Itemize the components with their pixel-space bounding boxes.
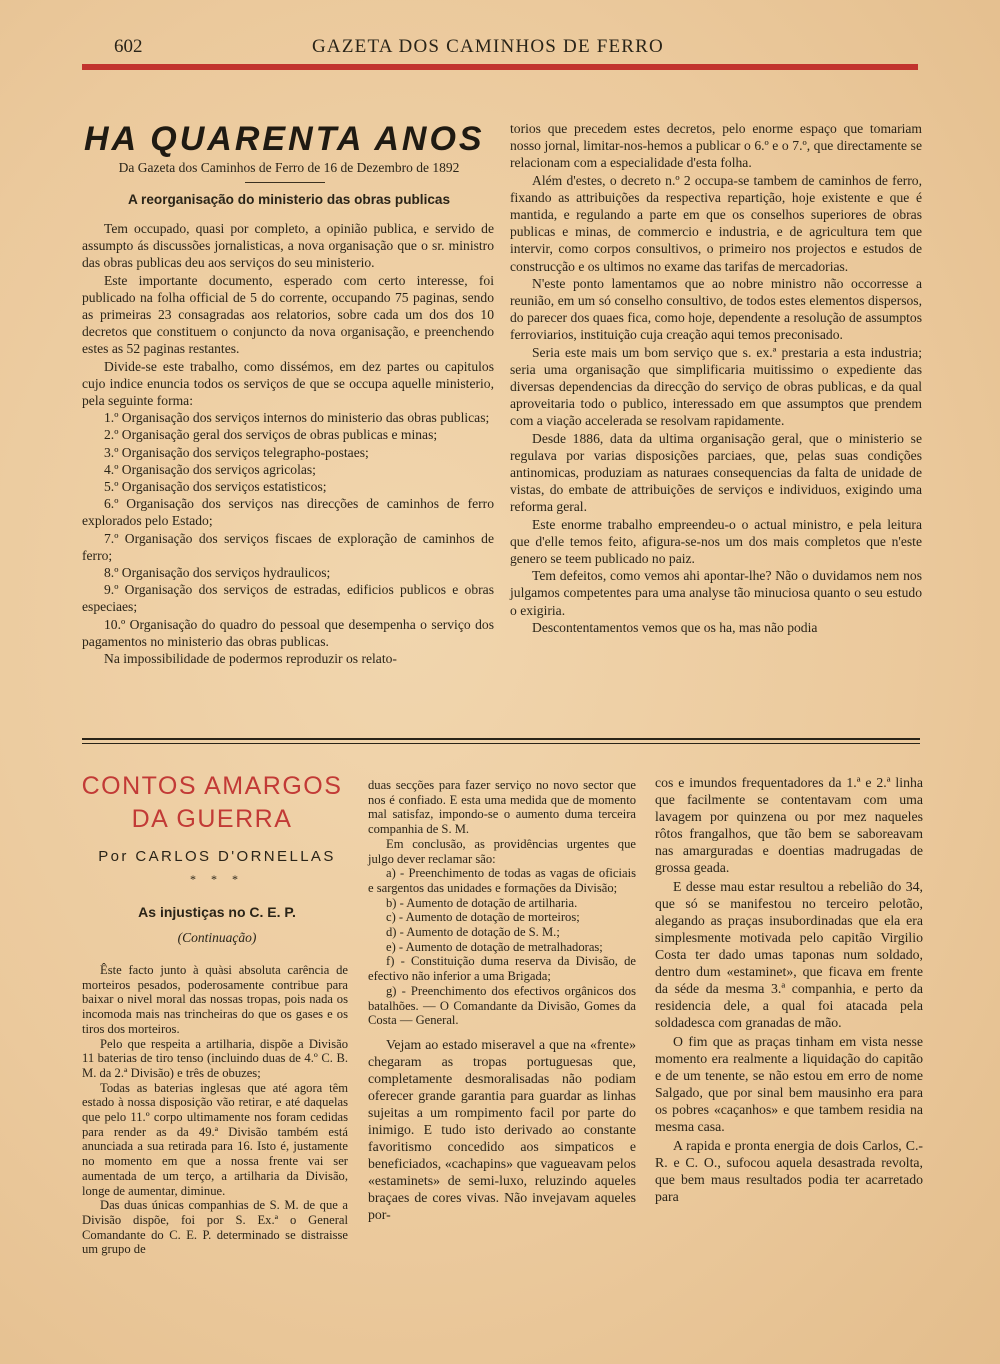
story-title — [74, 770, 350, 836]
article-title: HA QUARENTA ANOS — [84, 120, 485, 158]
paragraph: Este enorme trabalho empreendeu-o o actual ministro, e pela leitura que d'elle temos feito, afigura-se-nos um dos mais completos que n'este genero se teem publicado no paiz. — [510, 516, 922, 567]
list-item: a) - Preenchimento de todas as vagas de oficiais e sargentos das unidades e formações da Divisão; — [368, 866, 636, 895]
paragraph: duas secções para fazer serviço no novo sector que nos é confiado. E esta uma medida que de momento mal satisfaz, impondo-se o aumento duma terceira companhia de S. M. — [368, 778, 636, 837]
list-item: 4.º Organisação dos serviços agricolas; — [104, 461, 316, 477]
article2-column-3 — [655, 774, 923, 1205]
paragraph: E desse mau estar resultou a rebelião do 34, que só se manifestou no terceiro pelotão, alegando as praças insubordinadas que ela era simplesmente motivada pelo capitão Virgilio Costa ter dado umas taponas num soldado, dentro dum «estaminet», que ficava em frente da séde da mesma 3.ª companhia, e perto da residencia dele, a qual foi atacada pela soldadesca com granadas de mão. — [655, 879, 923, 1030]
paragraph: Este importante documento, esperado com certo interesse, foi publicado na folha official de 5 do corrente, occupando 75 paginas, sendo as primeiras 23 consagradas aos relatorios, sobre cada um dos dos 10 decretos que constituem o conjuncto da nova organisação, e preenchendo estes as 52 paginas restantes. — [82, 272, 494, 357]
list-item: 9.º Organisação dos serviços de estradas, edificios publicos e obras especiaes; — [82, 582, 494, 615]
list-item: b) - Aumento de dotação de artilharia. — [386, 895, 578, 910]
paragraph: Tem defeitos, como vemos ahi apontar-lhe? Não o duvidamos nem nos julgamos competentes para uma analyse tão minuciosa quanto o seu estudo o exigiria. — [510, 568, 922, 618]
paragraph: cos e imundos frequentadores da 1.ª e 2.ª linha que facilmente se contentavam com uma lavagem por quinzena ou por mez naqueles rôtos frangalhos, que tão bem se saboreavam nas amarguradas e doentias madrugadas de grossa geada. — [655, 775, 923, 875]
paragraph: Divide-se este trabalho, como dissémos, em dez partes ou capitulos cujo indice enuncia todos os serviços de que se occupa aquelle ministerio, pela seguinte forma: — [82, 358, 494, 409]
paragraph: Vejam ao estado miseravel a que na «frente» chegaram as tropas portuguesas que, completamente desmoralisadas não podiam oferecer grande garantia para guardar as linhas sujeitas a um rompimento facil por parte do inimigo. E tudo isto derivado ao constante favoritismo concedido aos simpaticos e beneficiados, «cachapins» que vagueavam pelos «estaminets» de semi-luxo, reluzindo aqueles braçaes de cores vivas. Não invejavam aqueles por- — [368, 1036, 636, 1222]
story-title-line1: CONTOS AMARGOS — [81, 772, 343, 800]
paragraph: O fim que as praças tinham em vista nesse momento era realmente a liquidação do capitão e de um tenente, se não estou em erro de nome Salgado, que por sinal bem mausinho era para os pobres «caçanhos» e que tambem residia na mesma casa. — [655, 1034, 923, 1134]
paragraph: Seria este mais um bom serviço que s. ex.ª prestaria a esta industria; seria uma organisação que simplificaria muitissimo o expediente das diversas dependencias da direcção do serviço de obras publicas, e da qual aproveitaria todo o publico, interessado em que assumptos que prendem com a viação accelerada se resolvam rapidamente. — [510, 344, 922, 429]
paragraph: Das duas únicas companhias de S. M. de que a Divisão dispõe, foi por S. Ex.ª o General Comandante do C. E. P. determinado se distraisse um grupo de — [82, 1198, 348, 1257]
paragraph: Tem occupado, quasi por completo, a opinião publica, e servido de assumpto ás discussões jornalisticas, a nova organisação que o sr. ministro das obras publicas deu aos serviços do seu ministerio. — [82, 221, 494, 271]
page-header — [82, 36, 922, 64]
list-item: 3.º Organisação dos serviços telegrapho-postaes; — [104, 444, 369, 460]
paragraph: torios que precedem estes decretos, pelo enorme espaço que tomariam nosso jornal, limitar-nos-hemos a publicar o 6.º e o 7.º, que directamente se relacionam com a especialidade d'esta folha. — [510, 121, 922, 171]
story-title-line2: DA GUERRA — [131, 805, 293, 833]
ornament-stars: * * * — [190, 872, 244, 886]
paragraph: Êste facto junto à quàsi absoluta carência de morteiros pesados, poderosamente contribue para baixar o nivel moral das nossas tropas, pois nada os incomoda mais nas trincheiras do que os gases e os tiros dos morteiros. — [82, 963, 348, 1036]
continuation-note: (Continuação) — [177, 930, 257, 945]
paragraph: Na impossibilidade de podermos reproduzir os relato- — [104, 651, 397, 667]
story-subtitle: As injustiças no C. E. P. — [138, 904, 296, 920]
header-red-rule — [82, 64, 918, 70]
section-divider-thick — [82, 738, 920, 740]
article-subline: Da Gazeta dos Caminhos de Ferro de 16 de Dezembro de 1892 — [118, 160, 460, 175]
list-item: g) - Preenchimento dos efectivos orgânicos dos batalhões. — O Comandante da Divisão, Gomes da Costa — General. — [368, 983, 636, 1028]
list-item: f) - Constituição duma reserva da Divisão, de efectivo não inferior a uma Brigada; — [368, 954, 636, 984]
list-item: 5.º Organisação dos serviços estatisticos; — [104, 479, 327, 495]
list-item: 7.º Organisação dos serviços fiscaes de exploração de caminhos de ferro; — [82, 530, 494, 563]
section-divider-thin — [82, 743, 920, 744]
list-item: d) - Aumento de dotação de S. M.; — [386, 925, 560, 940]
title-divider — [245, 182, 325, 183]
list-item: c) - Aumento de dotação de morteiros; — [386, 910, 580, 925]
paragraph: Descontentamentos vemos que os ha, mas não podia — [532, 619, 818, 635]
paragraph: Desde 1886, data da ultima organisação geral, que o ministerio se regulava por varias disposições parciaes, que, pelas suas condições antinomicas, produziam as naturaes consequencias da falta de unidade de vistas, do embate de attribuições de serviços e individuos, exigindo uma reforma geral. — [510, 430, 922, 515]
list-item: 8.º Organisação dos serviços hydraulicos; — [104, 565, 331, 581]
article1-column-left — [82, 220, 494, 667]
article2-column-1 — [82, 963, 348, 1257]
list-item: 10.º Organisação do quadro do pessoal que desempenha o serviço dos pagamentos no ministerio das obras publicas. — [82, 616, 494, 649]
paragraph: N'este ponto lamentamos que ao nobre ministro não occorresse a reunião, em um só conselho consultivo, de todos estes elementos dispersos, do parecer dos quaes fica, como hoje, dependente a resolução de assumptos ferroviarios, instituição cuja creação aqui temos preconisado. — [510, 275, 922, 343]
paragraph: Todas as baterias inglesas que até agora têm estado à nossa disposição vão retirar, e até daquelas que pelo 11.º corpo ultimamente nos foram cedidas para render as da 49.ª Divisão também está anunciada a sua retirada para 16. Isto é, justamente no momento em que a nossa frente vai ser aumentada de um terço, a artilharia da Divisão, longe de aumentar, diminue. — [82, 1080, 348, 1198]
list-item: e) - Aumento de dotação de metralhadoras; — [386, 939, 603, 954]
section-heading: A reorganisação do ministerio das obras publicas — [127, 192, 451, 207]
article2-column-2 — [368, 778, 636, 1223]
list-item: 6.º Organisação dos serviços nas direcções de caminhos de ferro explorados pelo Estado; — [82, 496, 494, 529]
list-item: 2.º Organisação geral dos serviços de obras publicas e minas; — [104, 427, 438, 443]
paragraph: A rapida e pronta energia de dois Carlos, C.-R. e C. O., sufocou aquela desastrada revolta, que bem maus resultados podia ter acarretado para — [655, 1138, 923, 1204]
story-author: Por CARLOS D'ORNELLAS — [98, 848, 336, 865]
journal-title: GAZETA DOS CAMINHOS DE FERRO — [312, 36, 664, 57]
article1-column-right — [510, 120, 922, 636]
list-item: 1.º Organisação dos serviços internos do ministerio das obras publicas; — [104, 410, 490, 426]
paragraph: Em conclusão, as providências urgentes que julgo dever reclamar são: — [368, 836, 636, 866]
page-number: 602 — [114, 36, 143, 57]
paragraph: Pelo que respeita a artilharia, dispõe a Divisão 11 baterias de tiro tenso (incluindo duas de 4.º C. B. M. da 2.ª Divisão) e três de obuzes; — [82, 1036, 348, 1080]
paragraph: Além d'estes, o decreto n.º 2 occupa-se tambem de caminhos de ferro, fixando as attribuições da respectiva repartição, hoje existente e que é mantida, e regulando a parte em que os conselhos superiores de obras publicas e minas, de commercio e industria, e de agricultura tem que intervir, como corpos consultivos, o primeiro nos projectos e estudos de construcção e os ultimos no exame das tarifas de mercadorias. — [510, 172, 922, 274]
